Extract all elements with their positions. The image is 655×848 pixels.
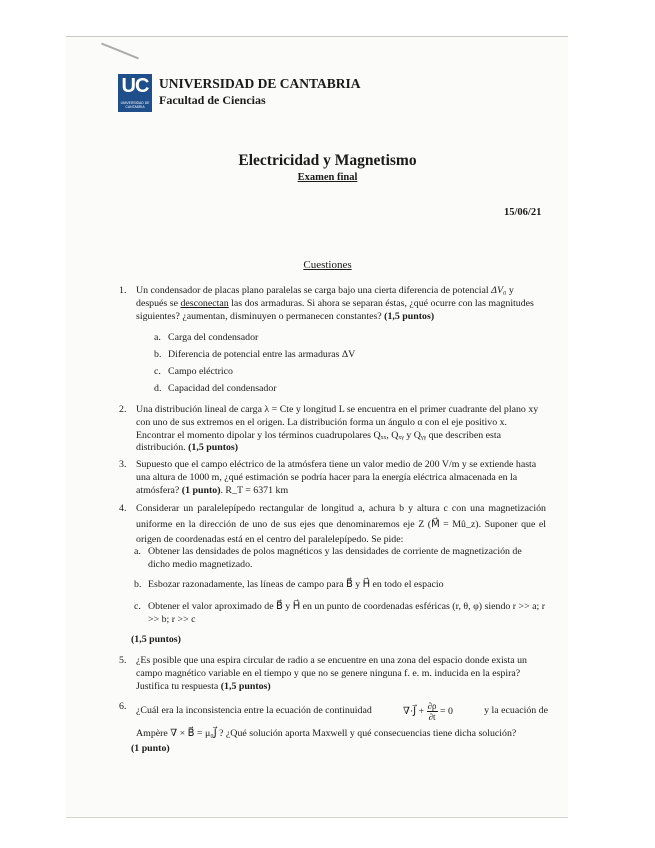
question-text: Una distribución lineal de carga λ = Cte y longitud L se encuentra en el primer cuadrante del plano xy con uno de sus extremos en el origen. La distribución forma un ángulo α con el eje positivo x. Encontrar el momento dipolar y los términos cuadrupolares Qₓₓ, Qₓᵧ y Qᵧᵧ que describen esta distribución. (136, 404, 539, 454)
continuity-equation: ∇·J⃗ + $\frac{\partial\rho}{\partial t}$ = 0 (402, 700, 453, 722)
question-tail: . R_T = 6371 km (220, 484, 289, 496)
university-logo (118, 74, 152, 112)
question-1 (119, 285, 540, 323)
exam-date: 15/06/21 (504, 207, 542, 218)
question-4 (119, 501, 546, 548)
question-points: (1,5 puntos) (131, 634, 181, 645)
question-points: (1 punto) (181, 484, 221, 496)
question-points: (1,5 puntos) (384, 310, 435, 322)
question-3 (119, 459, 540, 497)
question-5 (119, 655, 546, 693)
underlined-word: desconectan (180, 297, 229, 309)
question-text: y la ecuación de (484, 705, 548, 716)
list-item: d. Capacidad del condensador (154, 383, 277, 394)
question-points: (1,5 puntos) (188, 442, 239, 454)
question-points: (1 punto) (131, 743, 170, 754)
question-number: 3. (119, 459, 127, 470)
question-text: Un condensador de placas plano paralelas se carga bajo una cierta diferencia de potencial (136, 285, 492, 296)
university-name: UNIVERSIDAD DE CANTABRIA (159, 76, 361, 91)
question-text: Ampère ∇ × B⃗ = μ₀J⃗ ? ¿Qué solución aporta Maxwell y qué consecuencias tiene dicha solución? (136, 728, 517, 739)
logo-uc-text: UC (121, 75, 149, 97)
exam-title: Electricidad y Magnetismo (238, 152, 417, 169)
partial-fraction: $\frac{\partial\rho}{\partial t}$ (427, 700, 437, 722)
question-number: 4. (119, 503, 127, 514)
question-2 (119, 404, 540, 455)
question-text: ¿Cuál era la inconsistencia entre la ecuación de continuidad (136, 705, 372, 716)
section-heading: Cuestiones (303, 259, 352, 271)
list-item: c. Obtener el valor aproximado de B⃗ y H⃗ en un punto de coordenadas esféricas (r, θ, φ) siendo r >> a; r >> b; r >> c (134, 601, 546, 625)
faculty-name: Facultad de Ciencias (159, 93, 266, 107)
list-item: b. Esbozar razonadamente, las líneas de campo para B⃗ y H⃗ en todo el espacio (134, 579, 444, 590)
question-number: 5. (119, 655, 127, 666)
question-6 (119, 700, 548, 756)
logo-subtext: UNIVERSIDAD DE CANTABRIA (120, 101, 150, 109)
question-text: y después se (136, 285, 514, 309)
question-text: Considerar un paralelepípedo rectangular de longitud a, achura b y altura c con una magnetización uniforme en la dirección de uno de sus ejes que denominaremos eje Z (M⃗ = Mû_z). Suponer que el origen de coordenadas está en el centro del paralelepípedo. Se pide: (136, 503, 546, 545)
list-item: b. Diferencia de potencial entre las armaduras ΔV (154, 349, 356, 360)
question-points: (1,5 puntos) (220, 680, 271, 692)
question-text: las dos armaduras. Si ahora se separan éstas, ¿qué ocurre con las magnitudes siguientes? ¿aumentan, disminuyen o permanecen constantes? (136, 297, 534, 322)
list-item: a. Carga del condensador (154, 332, 259, 343)
question-number: 2. (119, 404, 127, 415)
list-item: c. Campo eléctrico (154, 366, 233, 377)
question-text: ¿Es posible que una espira circular de radio a se encuentre en una zona del espacio donde exista un campo magnético variable en el tiempo y que no se genere ninguna f. e. m. inducida en la espira? Justifica tu respuesta (136, 655, 527, 692)
question-text: Supuesto que el campo eléctrico de la atmósfera tiene un valor medio de 200 V/m y se extiende hasta una altura de 1000 m, ¿qué estimación se podría hacer para la energía eléctrica almacenada en la atmósfera? (136, 459, 537, 496)
list-item: a. Obtener las densidades de polos magnéticos y las densidades de corriente de magnetización de dicho medio magnetizado. (134, 546, 522, 570)
exam-subtitle: Examen final (297, 172, 358, 183)
question-number: 6. (119, 701, 127, 712)
question-6-line-1 (136, 700, 548, 722)
question-number: 1. (119, 285, 127, 296)
math-delta-v0: ΔV₀ (491, 285, 507, 296)
